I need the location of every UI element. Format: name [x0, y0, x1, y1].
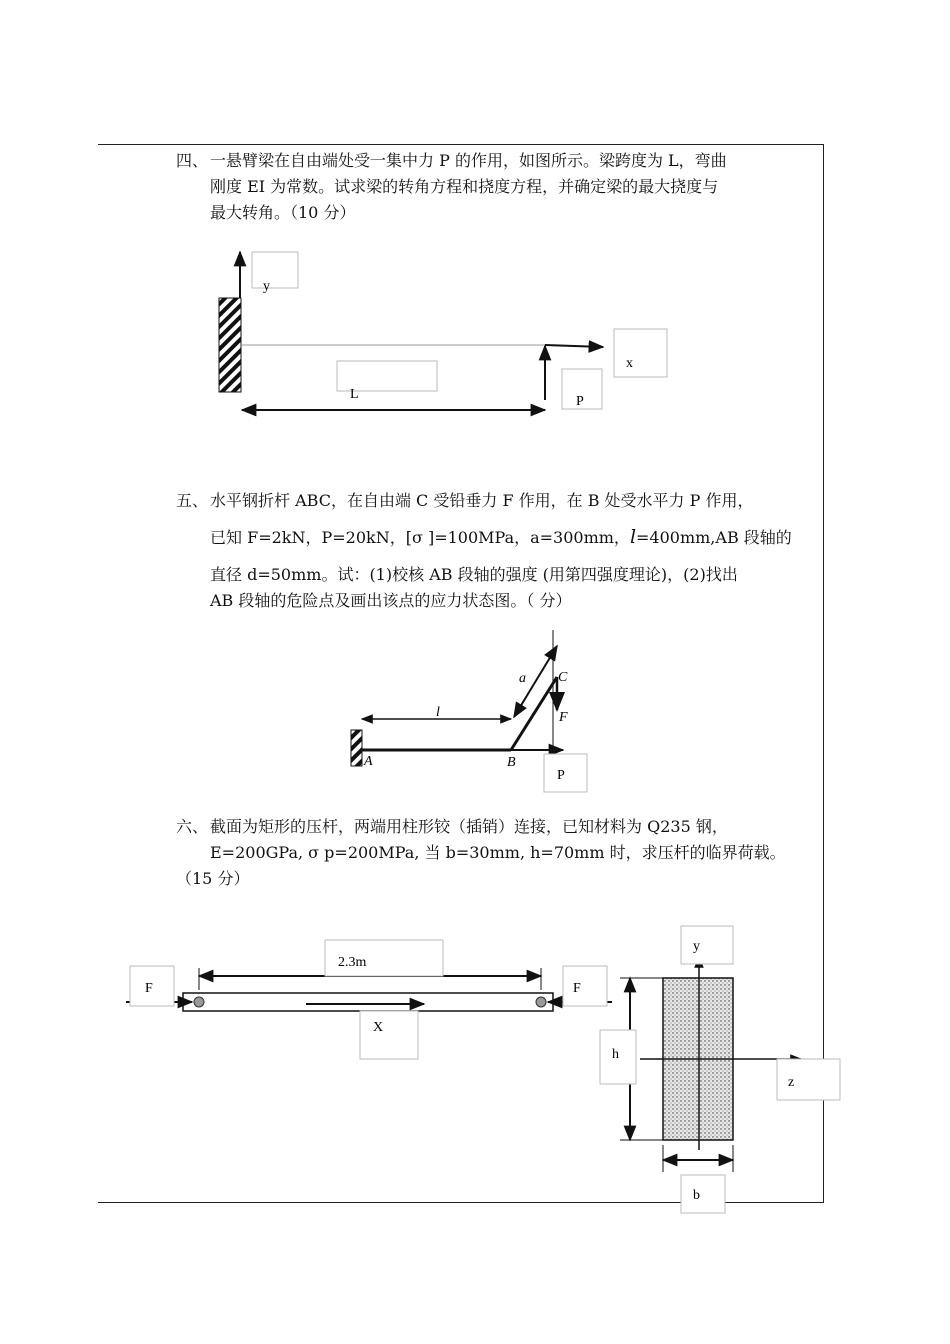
- figure-compression-bar: [126, 940, 612, 1059]
- left-pin: [194, 997, 204, 1007]
- force-f-right-box: [563, 966, 607, 1006]
- label-a: a: [519, 671, 526, 686]
- label-c: C: [558, 670, 568, 685]
- compression-bar: [183, 993, 553, 1011]
- fixed-support-a: [351, 730, 362, 766]
- question-4-line-1: 一悬臂梁在自由端处受一集中力 P 的作用，如图所示。梁跨度为 L，弯曲: [210, 151, 727, 170]
- question-5-line-2a: 已知 F=2kN，P=20kN，[σ ]=100MPa，a=300mm，: [210, 528, 630, 547]
- question-6-line-3: （15 分）: [176, 869, 250, 888]
- question-5-line-2b: =400mm,AB 段轴的: [636, 528, 792, 547]
- length-label: 2.3m: [338, 955, 367, 970]
- label-l: l: [436, 705, 440, 720]
- question-5-line-4: AB 段轴的危险点及画出该点的应力状态图。（ 分）: [210, 591, 572, 610]
- force-f-right-label: F: [573, 981, 581, 996]
- label-a-point: A: [364, 754, 373, 769]
- label-b-point: B: [507, 755, 516, 770]
- force-p-label: P: [576, 394, 584, 409]
- figure-cantilever: [219, 252, 667, 410]
- width-label-box: [681, 1175, 725, 1213]
- span-label: L: [350, 387, 359, 402]
- y-axis-label: y: [693, 939, 700, 954]
- width-label: b: [693, 1188, 700, 1203]
- question-6-number: 六、: [176, 817, 209, 836]
- force-p-box: [544, 754, 587, 792]
- x-axis-label: x: [626, 356, 633, 371]
- question-5-line-3: 直径 d=50mm。试：(1)校核 AB 段轴的强度 (用第四强度理论)，(2)找出: [210, 565, 738, 584]
- question-5-number: 五、: [176, 491, 209, 510]
- y-label-box: [252, 252, 298, 288]
- x-axis-label: X: [373, 1020, 384, 1035]
- force-p-label: P: [557, 768, 565, 783]
- y-label-box: [681, 926, 733, 964]
- y-axis-label: y: [263, 279, 270, 294]
- fixed-support-wall: [219, 298, 241, 392]
- question-6-line-2: E=200GPa, σ p=200MPa, 当 b=30mm, h=70mm 时，求压杆的临界荷载。: [210, 843, 786, 862]
- segment-bc: [511, 677, 557, 750]
- z-axis-label: z: [788, 1075, 795, 1090]
- length-symbol-l: l: [629, 526, 637, 548]
- figure-cross-section: [600, 926, 840, 1213]
- x-label-box: [614, 329, 667, 377]
- question-4-line-3: 最大转角。（10 分）: [210, 203, 356, 222]
- x-label-box: [360, 1011, 418, 1059]
- right-pin: [536, 997, 546, 1007]
- height-label: h: [612, 1047, 619, 1062]
- figure-bent-bar: [351, 630, 587, 792]
- question-4-number: 四、: [176, 151, 209, 170]
- question-6-line-1: 截面为矩形的压杆，两端用柱形铰（插销）连接，已知材料为 Q235 钢，: [210, 817, 728, 836]
- question-4-line-2: 刚度 EI 为常数。试求梁的转角方程和挠度方程，并确定梁的最大挠度与: [210, 177, 719, 196]
- question-5-line-1: 水平钢折杆 ABC，在自由端 C 受铅垂力 F 作用，在 B 处受水平力 P 作用，: [210, 491, 754, 510]
- x-axis-arrow: [545, 345, 603, 347]
- label-f: F: [559, 710, 568, 725]
- z-label-box: [777, 1059, 840, 1100]
- force-f-left-label: F: [145, 981, 153, 996]
